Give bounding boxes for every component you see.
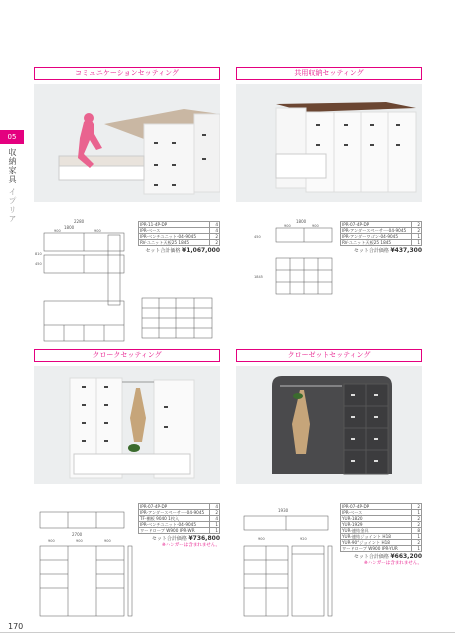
photo-shared [236,84,422,202]
price-value: ¥437,300 [390,247,422,254]
spec-item-name: YUR-90°ジョイント H18 [341,540,412,546]
dim-label: 1930 [278,508,289,513]
dim-label: 900 [104,539,111,543]
page-number: 170 [8,622,24,631]
spec-table-closet [340,503,422,552]
price-cloak [138,535,220,542]
spec-item-qty: 2 [412,516,422,522]
price-community [138,247,220,254]
dim-label: 900 [48,539,55,543]
chapter-tab: 05 [0,130,24,144]
spec-item-name: IPR-07-4P-DP [139,504,210,510]
dim-label: 1845 [254,275,263,279]
spec-item-name: IPR-07-4P-DP [341,504,412,510]
spec-item-name: YUR-連結ジョイント H18 [341,534,412,540]
photo-cloak [34,366,220,484]
spec-item-qty: 1 [412,546,422,552]
spec-item-qty: 2 [412,228,422,234]
spec-item-qty: 2 [412,222,422,228]
spec-item-name: IPR-アンダーワゴン-04-9045 [341,234,412,240]
dim-label: 450 [35,262,42,266]
section-title-community: コミュニケーションセッティング [34,67,220,80]
spec-item-name: TF-棚板 9040 1枚入 [139,516,210,522]
community-illustration [34,84,220,202]
spec-item-name: YUR-1820 [341,516,412,522]
drawing-cloak [34,506,134,620]
spec-item-qty: 1 [412,534,422,540]
dim-label: 900 [76,539,83,543]
photo-closet [236,366,422,484]
dim-label: 1800 [64,225,75,230]
drawing-community-elevation [136,292,220,344]
drawing-shared [250,218,336,298]
price-label: セット合計価格 [353,248,389,254]
table-row [341,240,422,246]
dim-label: 900 [258,537,265,541]
spec-item-name: IPR-アンダースペーサー-04-9045 [341,228,412,234]
dim-label: 810 [35,252,42,256]
cloak-illustration [34,366,220,484]
spec-item-qty: 2 [210,510,220,516]
spec-item-qty: 2 [412,522,422,528]
dim-label: 2280 [74,219,85,224]
spec-item-name: IPR-ベース [139,228,210,234]
chapter-label [6,148,18,224]
spec-item-qty: 2 [412,504,422,510]
spec-item-name: RV-ユニット天板25 1845 [139,240,210,246]
note-closet: ※ハンガーは含まれません。 [363,561,422,566]
note-cloak: ※ハンガーは含まれません。 [161,543,220,548]
footer-divider [0,632,455,633]
drawing-community [34,215,134,345]
section-title-closet: クローゼットセッティング [236,349,422,362]
section-title-shared: 共用収納セッティング [236,67,422,80]
dim-label: 2700 [72,532,83,537]
spec-item-qty: 4 [210,228,220,234]
drawing-closet [236,506,336,620]
spec-item-qty: 2 [210,240,220,246]
price-value: ¥663,200 [390,553,422,560]
spec-table-shared [340,221,422,246]
shared-illustration [236,84,422,202]
dim-label: 900 [54,229,61,233]
spec-item-qty: 1 [210,528,220,534]
spec-item-qty: 1 [210,522,220,528]
spec-item-qty: 4 [210,516,220,522]
table-row [139,528,220,534]
spec-item-qty: 1 [412,240,422,246]
spec-item-name: IPR-ベンチユニット-04-9045 [139,522,210,528]
spec-item-qty: 4 [210,222,220,228]
section-title-cloak: クロークセッティング [34,349,220,362]
spec-item-name: IPR-07-4P-DP [341,222,412,228]
dim-label: 1800 [296,219,307,224]
spec-shared [340,221,422,254]
spec-item-qty: 8 [412,528,422,534]
chapter-label-sub: イプリア [8,187,17,224]
spec-cloak [138,503,220,548]
price-value: ¥1,067,000 [182,247,220,254]
photo-community [34,84,220,202]
spec-item-qty: 2 [412,540,422,546]
spec-item-name: IPR-11-4P-DP [139,222,210,228]
spec-item-name: RV-ユニット天板25 1845 [341,240,412,246]
price-label: セット合計価格 [353,554,389,560]
spec-item-name: IPR-アンダースペーサー-04-9045 [139,510,210,516]
spec-community [138,221,220,254]
spec-closet [340,503,422,566]
dim-label: 450 [254,235,261,239]
price-label: セット合計価格 [145,248,181,254]
spec-item-name: YUR-1929 [341,522,412,528]
spec-item-qty: 1 [412,510,422,516]
spec-table-cloak [138,503,220,534]
spec-item-qty: 1 [412,234,422,240]
spec-item-qty: 2 [210,234,220,240]
dim-label: 920 [300,537,307,541]
price-value: ¥736,800 [188,535,220,542]
price-label: セット合計価格 [151,536,187,542]
dim-label: 900 [284,224,291,228]
spec-item-name: IPR-ベンチユニット-04-9045 [139,234,210,240]
table-row [341,546,422,552]
spec-item-name: ワードローブ W900 IPR-YUR [341,546,412,552]
table-row [139,240,220,246]
dim-label: 900 [94,229,101,233]
dim-label: 900 [312,224,319,228]
spec-item-name: YUR-連結金具 [341,528,412,534]
spec-item-name: IPR-ベース [341,510,412,516]
spec-item-qty: 4 [210,504,220,510]
spec-table-community [138,221,220,246]
spec-item-name: ワードローブ W900 IPR-WR [139,528,210,534]
price-closet [340,553,422,560]
closet-illustration [236,366,422,484]
price-shared [340,247,422,254]
chapter-label-main: 収納家具 [8,148,17,184]
